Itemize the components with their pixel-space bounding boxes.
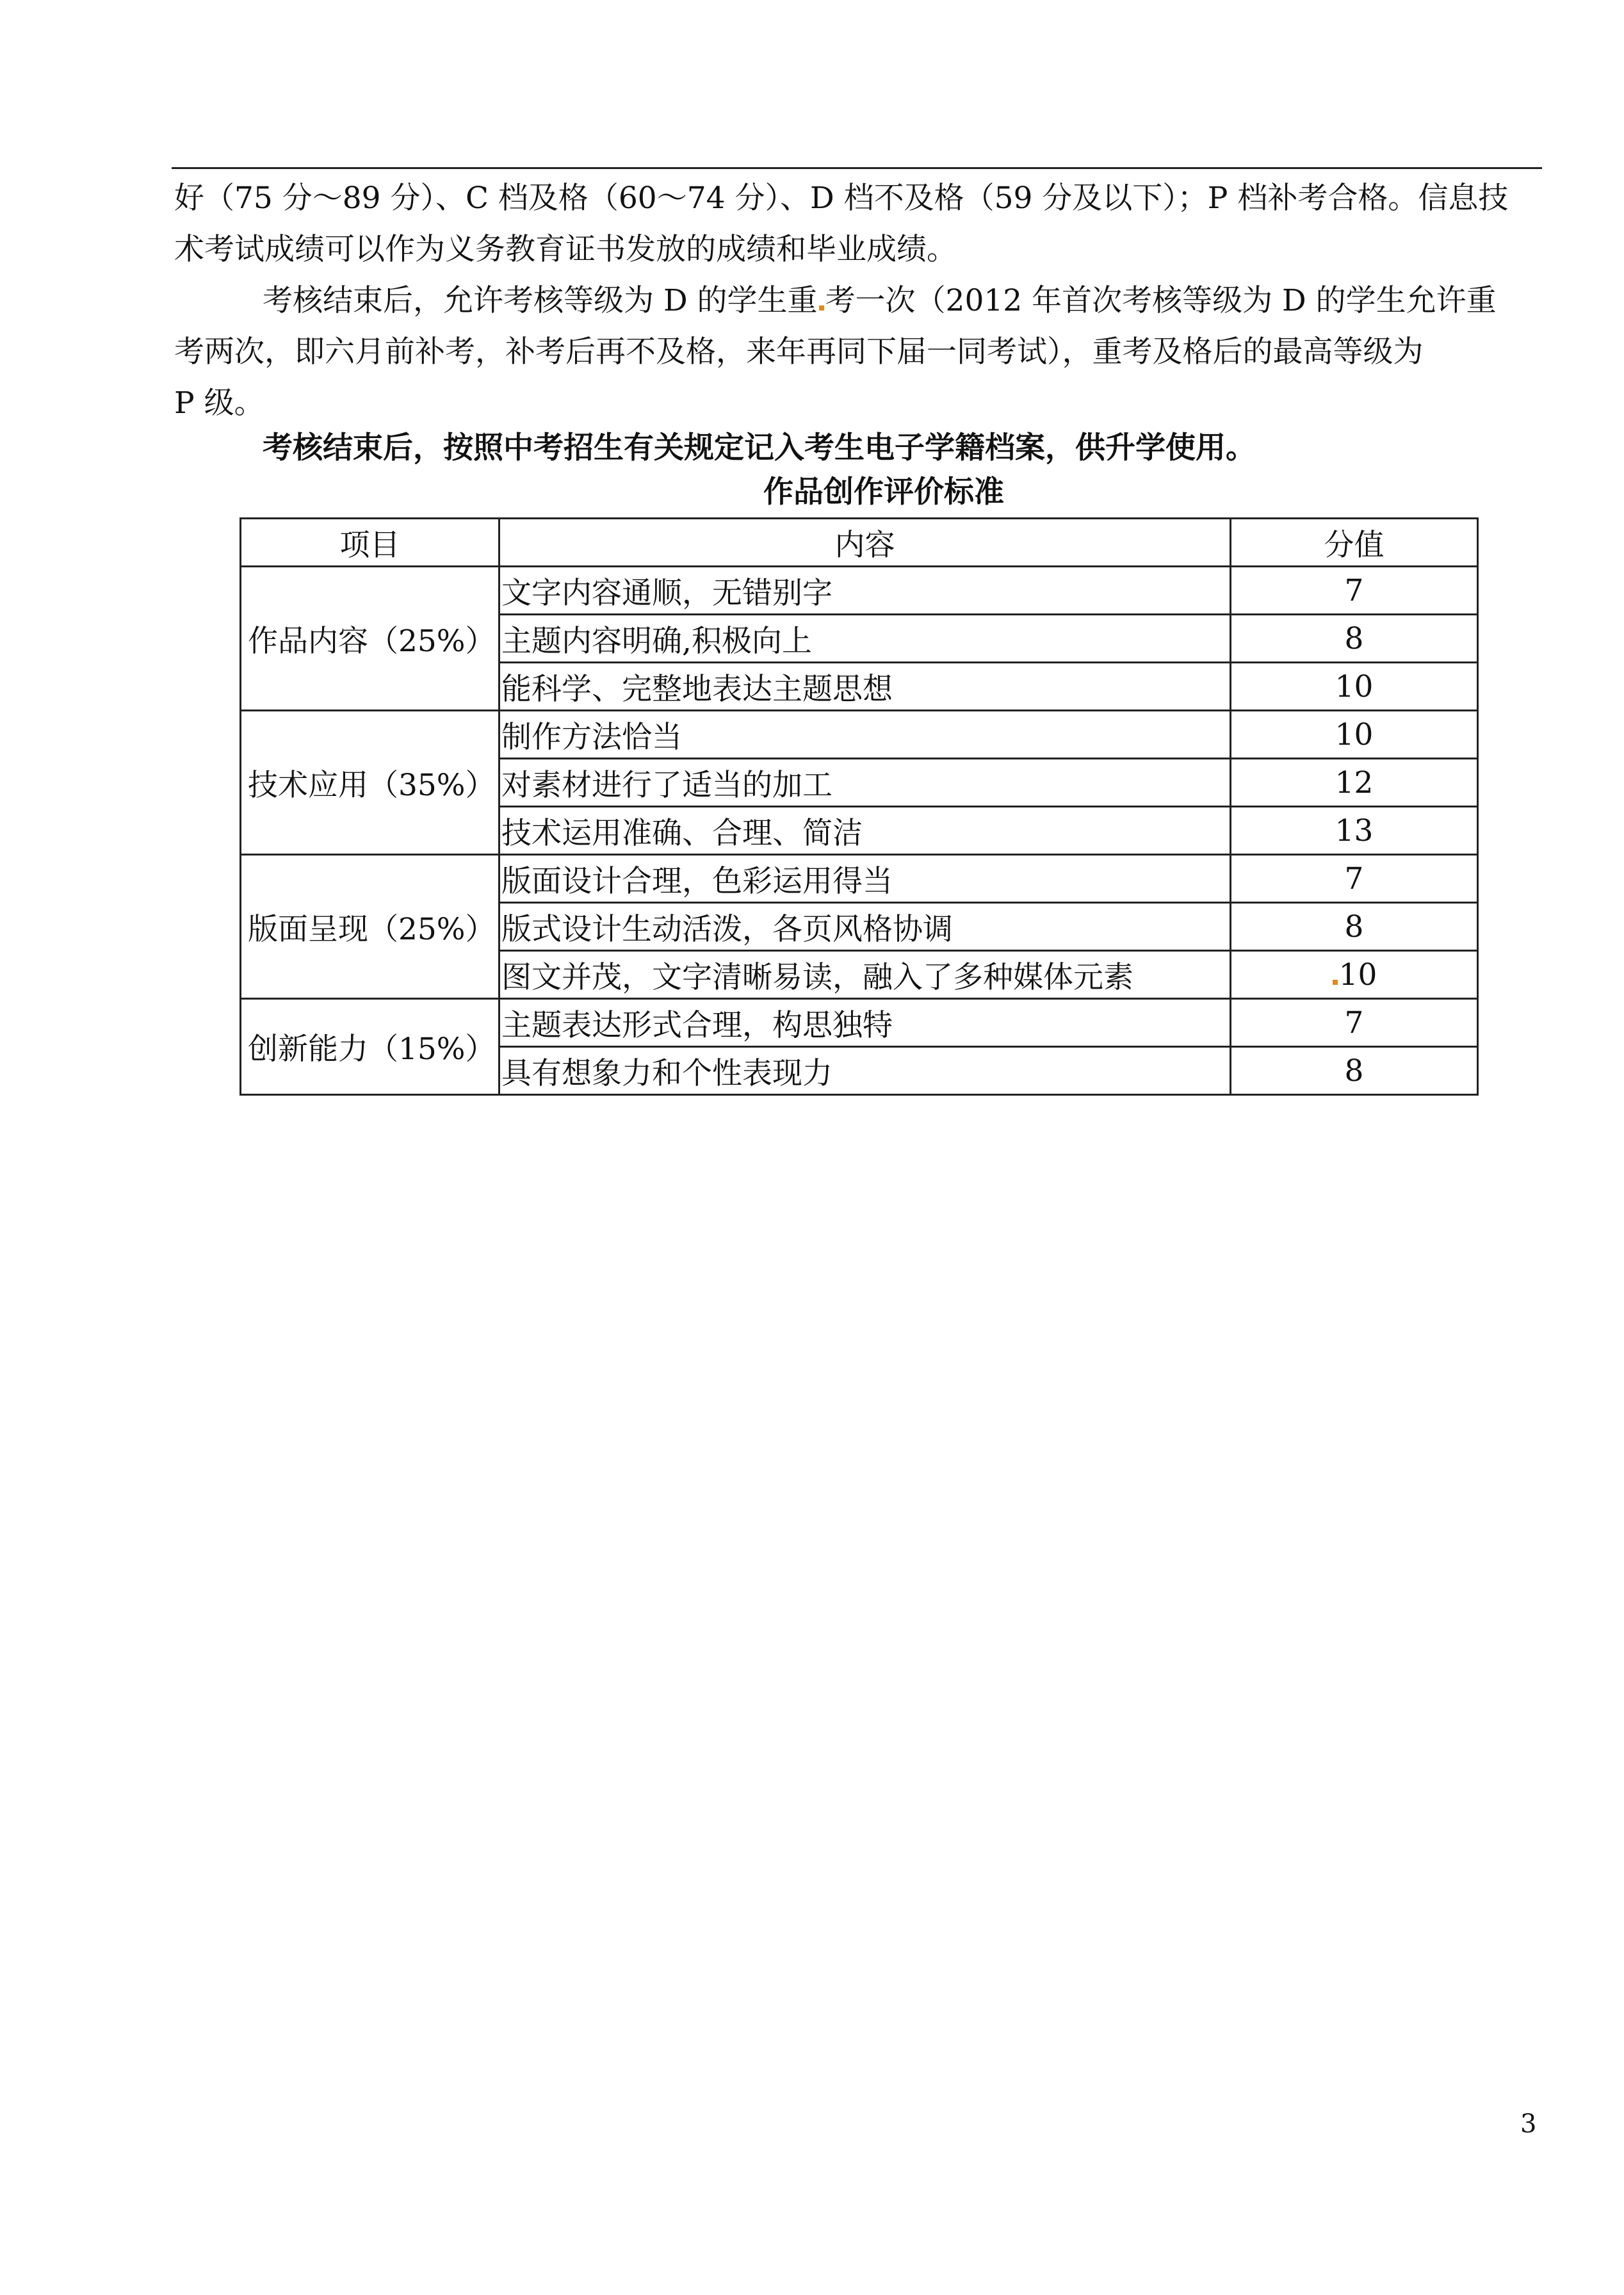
table-row <box>241 711 1478 759</box>
content-cell: 版式设计生动活泼，各页风格协调 <box>499 903 1231 951</box>
content-cell: 主题表达形式合理，构思独特 <box>499 999 1231 1047</box>
score-cell: 8 <box>1231 903 1478 951</box>
content-cell: 对素材进行了适当的加工 <box>499 759 1231 807</box>
category-cell: 创新能力（15%） <box>241 999 499 1095</box>
content-cell: 技术运用准确、合理、简洁 <box>499 807 1231 855</box>
category-cell: 技术应用（35%） <box>241 711 499 855</box>
content-cell: 能科学、完整地表达主题思想 <box>499 663 1231 711</box>
paragraph-archive-note <box>174 423 1545 474</box>
header-item: 项目 <box>241 519 499 567</box>
score-cell: 7 <box>1231 855 1478 903</box>
orange-marker <box>1333 980 1338 985</box>
paragraph-line: 好（75 分～89 分）、C 档及格（60～74 分）、D 档不及格（59 分及以下）；P 档补考合格。信息技 <box>174 181 1509 216</box>
table-header-row <box>241 519 1478 567</box>
category-cell: 版面呈现（25%） <box>241 855 499 999</box>
score-cell: 13 <box>1231 807 1478 855</box>
content-cell: 图文并茂，文字清晰易读，融入了多种媒体元素 <box>499 951 1231 999</box>
score-cell: 7 <box>1231 999 1478 1047</box>
paragraph-grading-levels <box>174 173 1545 275</box>
score-cell: 10 <box>1231 711 1478 759</box>
paragraph-line: 术考试成绩可以作为义务教育证书发放的成绩和毕业成绩。 <box>174 232 957 267</box>
header-score: 分值 <box>1231 519 1478 567</box>
content-cell: 具有想象力和个性表现力 <box>499 1047 1231 1095</box>
paragraph-retake-rules <box>174 275 1545 429</box>
content-cell: 主题内容明确,积极向上 <box>499 615 1231 663</box>
score-cell: 8 <box>1231 615 1478 663</box>
paragraph-line: 考核结束后，允许考核等级为 D 的学生重 <box>263 283 818 318</box>
content-cell: 版面设计合理，色彩运用得当 <box>499 855 1231 903</box>
table-row <box>241 855 1478 903</box>
score-cell <box>1231 951 1478 999</box>
score-value: 10 <box>1338 957 1377 993</box>
score-cell: 10 <box>1231 663 1478 711</box>
table-row <box>241 999 1478 1047</box>
content-cell: 制作方法恰当 <box>499 711 1231 759</box>
table-row <box>241 567 1478 615</box>
paragraph-line: 考一次（2012 年首次考核等级为 D 的学生允许重 <box>825 283 1497 318</box>
score-cell: 7 <box>1231 567 1478 615</box>
category-cell: 作品内容（25%） <box>241 567 499 711</box>
paragraph-line: 考两次，即六月前补考，补考后再不及格，来年再同下届一同考试），重考及格后的最高等级为 <box>174 334 1424 369</box>
score-cell: 12 <box>1231 759 1478 807</box>
orange-marker <box>819 305 824 311</box>
content-cell: 文字内容通顺，无错别字 <box>499 567 1231 615</box>
header-content: 内容 <box>499 519 1231 567</box>
paragraph-line: P 级。 <box>174 385 264 421</box>
page-number: 3 <box>1520 2109 1537 2139</box>
evaluation-criteria-table <box>240 517 1479 1096</box>
score-cell: 8 <box>1231 1047 1478 1095</box>
paragraph-line: 考核结束后，按照中考招生有关规定记入考生电子学籍档案，供升学使用。 <box>263 430 1256 466</box>
header-rule <box>172 167 1542 169</box>
table-title: 作品创作评价标准 <box>763 474 1004 510</box>
